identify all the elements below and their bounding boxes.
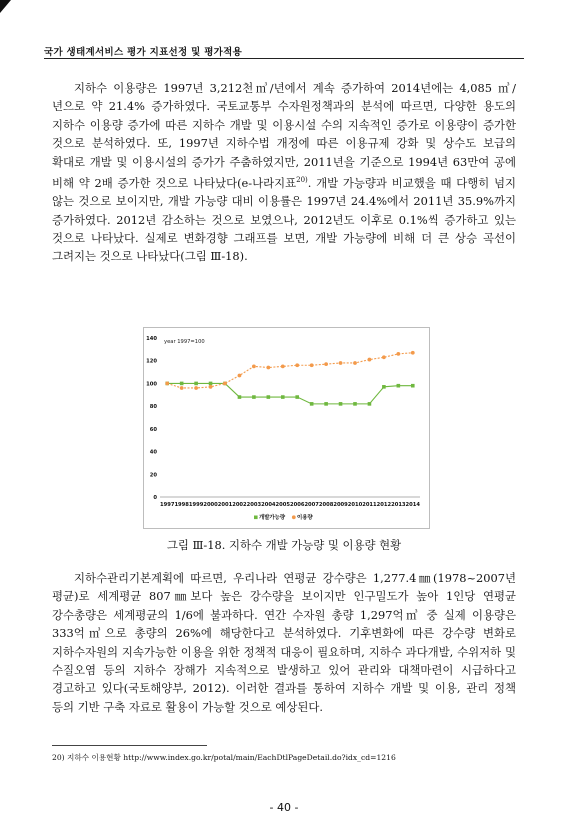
y-tick-label: 140 (146, 336, 157, 342)
page-number: - 40 - (269, 801, 299, 814)
data-point-2 (266, 366, 270, 370)
x-tick-label: 2010 (347, 502, 363, 508)
data-point-1 (411, 384, 415, 388)
x-tick-label: 2000 (203, 502, 218, 508)
series-line-2 (167, 353, 413, 388)
paragraph-1-text: 지하수 이용량은 1997년 3,212천㎥/년에서 계속 증가하여 2014년에는 4,085 ㎥/년으로 약 21.4% 증가하였다. 국토교통부 수자원정책과의 분석에 따르면, 다양한 용도의 지하수 이용량 증가에 따른 지하수 개발 및 이용시설 수의 지속적인 증가로 이용량이 증가한 것으로 분석하였다. 또, 1997년 지하수법 개정에 따른 이용규제 강화 및 상수도 보급의 확대로 개발 및 이용시설의 증가가 주춤하였지만, 2011년을 기준으로 1994년 63만여 공에 비해 약 2배 증가한 것으로 나타났다(e-나라지표 (52, 81, 516, 190)
series-line-1 (167, 383, 413, 403)
data-point-1 (281, 395, 285, 399)
figure-caption: 그림 Ⅲ-18. 지하수 개발 가능량 및 이용량 현황 (166, 538, 402, 552)
x-tick-label: 2002 (232, 502, 247, 508)
data-point-1 (382, 385, 386, 389)
data-point-2 (223, 382, 227, 386)
running-header: 국가 생태계서비스 평가 지표선정 및 평가적용 (44, 47, 243, 58)
data-point-2 (310, 363, 314, 367)
data-point-1 (267, 395, 271, 399)
y-tick-label: 60 (149, 426, 157, 433)
x-tick-label: 2008 (318, 502, 334, 508)
y-tick-label: 40 (149, 449, 157, 456)
footnote-rule (52, 745, 207, 746)
y-tick-label: 100 (146, 381, 157, 388)
chart-canvas (144, 328, 429, 528)
data-point-1 (252, 395, 256, 399)
x-tick-label: 2003 (246, 502, 262, 508)
header-rule (44, 58, 524, 59)
x-tick-label: 2012 (376, 502, 392, 508)
legend-label-2: 이용량 (297, 515, 313, 521)
data-point-1 (368, 402, 372, 406)
data-point-2 (238, 374, 242, 378)
x-tick-label: 2006 (289, 502, 305, 508)
y-tick-label: 80 (149, 404, 157, 411)
data-point-2 (353, 361, 357, 365)
data-point-2 (382, 355, 386, 359)
data-point-2 (180, 386, 184, 390)
data-point-2 (324, 362, 328, 366)
footnote: 20) 지하수 이용현황 http://www.index.go.kr/potal/main/EachDtlPageDetail.do?idx_cd=1216 (52, 753, 396, 762)
paragraph-1-text-end: . 개발 가능량과 비교했을 때 다행히 넘지 않는 것으로 보이지만, 개발 가능량 대비 이용률은 1997년 24.4%에서 2011년 35.9%까지 증가하였다. 2012년 감소하는 것으로 보였으나, 2012년도 이후로 0.1%씩 증가하고 있는 것으로 나타났다. 실제로 변화경향 그래프를 보면, 개발 가능량에 비해 더 큰 상승 곡선이 그려지는 것으로 나타났다(그림 Ⅲ-18). (52, 175, 516, 264)
data-point-2 (368, 358, 372, 362)
data-point-2 (281, 364, 285, 368)
y-tick-label: 20 (149, 472, 157, 479)
data-point-2 (396, 352, 400, 356)
paragraph-2-text: 지하수관리기본계획에 따르면, 우리나라 연평균 강수량은 1,277.4㎜(1978~2007년 평균)로 세계평균 807㎜보다 높은 강수량을 보이지만 인구밀도가 높아 1인당 연평균 강수총량은 세계평균의 1/6에 불과하다. 연간 수자원 총량 1,297억㎥ 중 실제 이용량은 333억㎥으로 총량의 26%에 해당한다고 분석하였다. 기후변화에 따른 강수량 변화로 지하수자원의 지속가능한 이용을 위한 정책적 대응이 필요하며, 지하수 과다개발, 수위저하 및 수질오염 등의 지하수 장해가 지속적으로 발생하고 있어 관리와 대책마련이 시급하다고 경고하고 있다(국토해양부, 2012). 이러한 결과를 통하여 지하수 개발 및 이용, 관리 정책 등의 기반 구축 자료로 활용이 가능할 것으로 예상된다. (52, 571, 516, 714)
legend-label-1: 개발가능량 (259, 515, 286, 521)
data-point-2 (209, 385, 213, 389)
data-point-1 (295, 395, 299, 399)
data-point-2 (411, 351, 415, 355)
chart-note: year 1997=100 (164, 339, 205, 345)
x-tick-label: 2004 (261, 502, 276, 508)
data-point-1 (339, 402, 343, 406)
x-tick-label: 2013 (391, 502, 406, 508)
body-paragraph-1 (52, 79, 516, 266)
line-chart (143, 327, 430, 529)
data-point-1 (324, 402, 328, 406)
x-tick-label: 2009 (333, 502, 348, 508)
x-tick-label: 2014 (405, 502, 421, 508)
legend-marker-1 (254, 516, 258, 520)
legend-marker-2 (292, 515, 296, 519)
crop-mark (0, 0, 12, 14)
x-tick-label: 2011 (362, 502, 377, 508)
data-point-1 (397, 384, 401, 388)
data-point-1 (209, 382, 213, 386)
body-paragraph-2 (52, 569, 516, 716)
footnote-reference: 20) (296, 176, 308, 185)
x-tick-label: 1999 (188, 502, 204, 508)
x-tick-label: 2001 (217, 502, 233, 508)
data-point-2 (295, 363, 299, 367)
data-point-1 (310, 402, 314, 406)
y-tick-label: 120 (146, 358, 157, 365)
y-tick-label: 0 (153, 495, 157, 501)
data-point-1 (238, 395, 242, 399)
data-point-1 (353, 402, 357, 406)
data-point-2 (165, 382, 169, 386)
x-tick-label: 2007 (304, 502, 319, 508)
data-point-2 (339, 361, 343, 365)
data-point-1 (194, 382, 198, 386)
x-tick-label: 2005 (275, 502, 291, 508)
x-tick-label: 1998 (174, 502, 189, 508)
data-point-2 (194, 386, 198, 390)
data-point-2 (252, 364, 256, 368)
x-tick-label: 1997 (159, 502, 175, 508)
data-point-1 (180, 382, 184, 386)
